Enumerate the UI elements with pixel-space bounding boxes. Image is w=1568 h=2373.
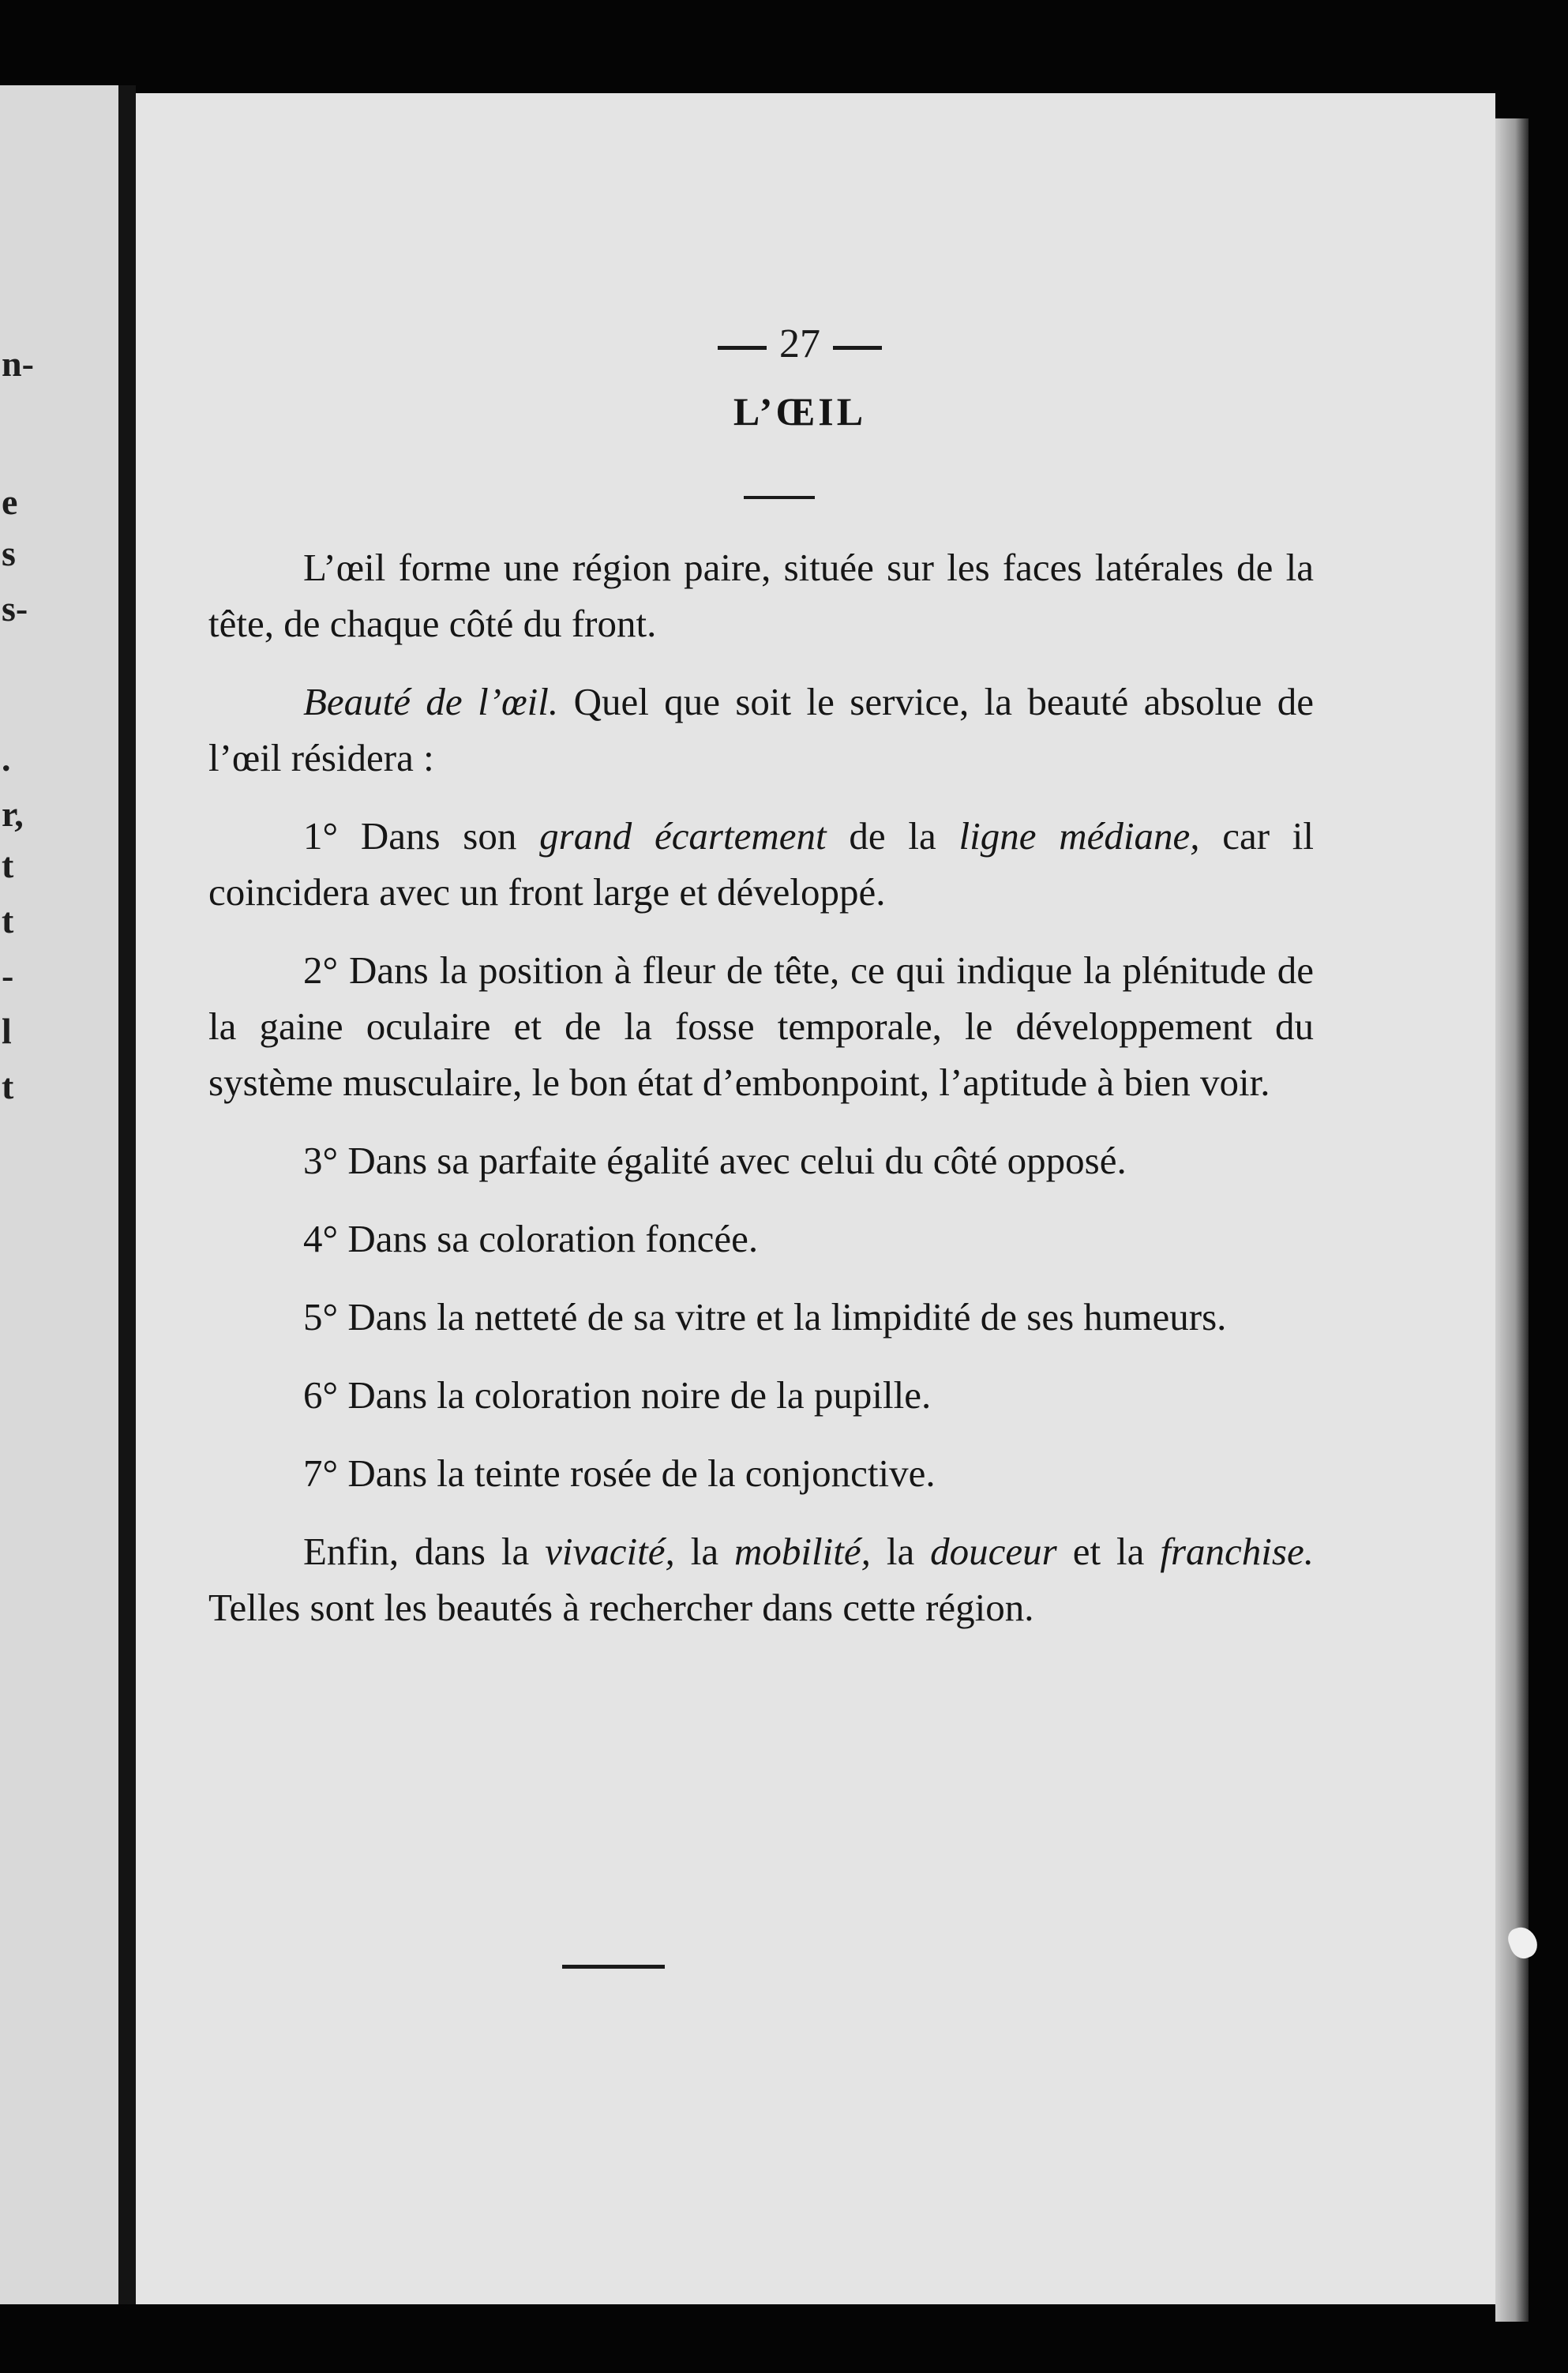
title-rule <box>744 496 815 499</box>
italic-term: mobilité, <box>734 1530 871 1573</box>
paragraph-intro: L’œil forme une région paire, située sur les faces latérales de la tête, de chaque côté du front. <box>208 546 1314 645</box>
italic-term: douceur <box>930 1530 1057 1573</box>
body-text <box>208 539 1314 1658</box>
adjacent-page-fragment: s <box>2 533 16 573</box>
page-number-value: 27 <box>779 321 820 366</box>
point-number: 1° <box>303 814 339 858</box>
page-number-dash-right <box>833 346 882 350</box>
italic-term: grand écartement <box>539 814 827 858</box>
paragraph-text: et la <box>1056 1530 1161 1573</box>
paragraph-text: Dans son <box>338 814 540 858</box>
adjacent-page-strip <box>0 85 118 2304</box>
paragraph-text: Quel que soit le service, la beauté absolue de l’œil résidera : <box>208 680 1314 779</box>
adjacent-page-fragment: l <box>2 1011 12 1051</box>
paragraph-point-5: 5° Dans la netteté de sa vitre et la limpidité de ses humeurs. <box>303 1295 1227 1339</box>
paragraph-text: car il coincidera avec un front large et développé. <box>208 814 1314 914</box>
adjacent-page-fragment: t <box>2 1066 14 1106</box>
book-page <box>136 93 1495 2304</box>
paragraph-text: Telles sont les beautés à rechercher dans cette région. <box>208 1586 1034 1629</box>
adjacent-page-fragment: r, <box>2 794 24 834</box>
italic-term: ligne médiane, <box>958 814 1200 858</box>
italic-term: vivacité, <box>545 1530 675 1573</box>
paragraph-text: de la <box>826 814 959 858</box>
adjacent-page-fragment: - <box>2 956 14 996</box>
page-edge-shadow <box>1495 118 1529 2322</box>
chapter-title: L’ŒIL <box>733 389 867 434</box>
adjacent-page-fragment: t <box>2 900 14 941</box>
adjacent-page-fragment: . <box>2 738 11 779</box>
adjacent-page-fragment: n- <box>2 344 34 384</box>
end-rule <box>562 1965 665 1969</box>
paragraph-point-1 <box>208 808 1314 920</box>
paragraph-point-4: 4° Dans sa coloration foncée. <box>303 1217 759 1260</box>
paragraph-text: la <box>870 1530 931 1573</box>
paragraph-point-6: 6° Dans la coloration noire de la pupille. <box>303 1373 932 1417</box>
paragraph-point-2: 2° Dans la position à fleur de tête, ce qui indique la plénitude de la gaine oculaire et de la fosse temporale, le développement du système musculaire, le bon état d’embonpoint, l’aptitude à bien voir. <box>208 948 1314 1104</box>
paragraph-point-7: 7° Dans la teinte rosée de la conjonctive. <box>303 1451 936 1495</box>
paragraph-lead-italic: Beauté de l’œil. <box>303 680 559 723</box>
adjacent-page-fragment: e <box>2 482 18 522</box>
page-number <box>120 321 1480 367</box>
page-number-dash-left <box>718 346 767 350</box>
paragraph-text: la <box>674 1530 735 1573</box>
paragraph-enfin <box>208 1523 1314 1635</box>
adjacent-page-fragment: s- <box>2 588 28 629</box>
adjacent-page-fragment: t <box>2 845 14 885</box>
italic-term: franchise. <box>1160 1530 1314 1573</box>
paragraph-text: Enfin, dans la <box>303 1530 546 1573</box>
paragraph-point-3: 3° Dans sa parfaite égalité avec celui du côté opposé. <box>303 1139 1127 1182</box>
paragraph-beaute <box>208 674 1314 786</box>
